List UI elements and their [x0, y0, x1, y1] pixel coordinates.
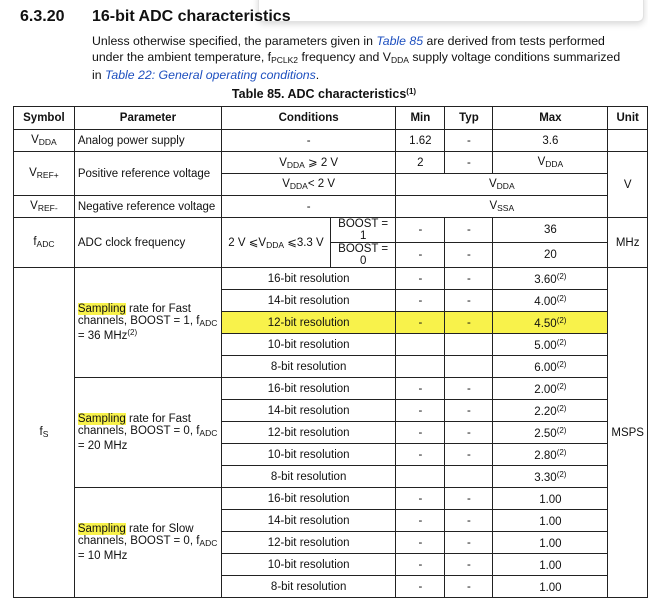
typ-cell: [445, 356, 493, 378]
typ-cell: -: [445, 532, 493, 554]
typ-cell: -: [445, 510, 493, 532]
min-cell: [396, 356, 445, 378]
symbol-cell: $f_{ADC}$: [14, 218, 75, 268]
max-cell: 1.00: [493, 554, 608, 576]
resolution-cell: 16-bit resolution: [222, 268, 396, 290]
conditions-cell: $V_{DDA}< 2$ V: [222, 174, 396, 196]
parameter-cell: Sampling rate for Fast channels, BOOST = 0, $f_{ADC} = 20$ MHz: [74, 378, 221, 488]
adc-characteristics-table: [13, 106, 648, 598]
conditions-cell: 2 V $⩽V_{DDA}$ ⩽3.3 V: [222, 218, 331, 268]
typ-cell: -: [445, 400, 493, 422]
max-cell: 1.00: [493, 576, 608, 598]
typ-cell: -: [445, 488, 493, 510]
table-row: [14, 488, 648, 510]
symbol-cell: $V_{REF+}$: [14, 152, 75, 196]
table-85-link[interactable]: Table 85: [376, 34, 424, 48]
min-cell: -: [396, 218, 445, 243]
parameter-cell: Sampling rate for Fast channels, BOOST = 1, $f_{ADC} = 36$ MHz$^{(2)}$: [74, 268, 221, 378]
min-cell: -: [396, 576, 445, 598]
sampling-rate-section: [14, 268, 648, 598]
table-row: [14, 196, 648, 218]
header-row: [14, 107, 648, 130]
overlay-popup: [258, 0, 644, 22]
max-cell: 5.00$^{(2)}$: [493, 334, 608, 356]
max-cell: 20: [493, 243, 608, 268]
conditions-cell: $V_{DDA}$ ⩾ 2 V: [222, 152, 396, 174]
section-number: 6.3.20: [20, 8, 65, 25]
col-unit: Unit: [608, 107, 648, 130]
parameter-cell: Sampling rate for Slow channels, BOOST = 0, $f_{ADC} = 10$ MHz: [74, 488, 221, 598]
max-cell: 1.00: [493, 532, 608, 554]
table-row: [14, 130, 648, 152]
max-cell: 1.00: [493, 488, 608, 510]
conditions-cell: -: [222, 130, 396, 152]
symbol-cell: $V_{DDA}$: [14, 130, 75, 152]
typ-cell: -: [445, 130, 493, 152]
min-cell: 1.62: [396, 130, 445, 152]
resolution-cell: 16-bit resolution: [222, 488, 396, 510]
typ-cell: -: [445, 268, 493, 290]
col-symbol: Symbol: [14, 107, 75, 130]
min-cell: -: [396, 312, 445, 334]
max-cell: 6.00$^{(2)}$: [493, 356, 608, 378]
resolution-cell: 14-bit resolution: [222, 290, 396, 312]
max-cell: 2.80$^{(2)}$: [493, 444, 608, 466]
table-row: [14, 378, 648, 400]
resolution-cell: 10-bit resolution: [222, 554, 396, 576]
max-cell: 3.6: [493, 130, 608, 152]
min-cell: -: [396, 378, 445, 400]
unit-cell: [608, 130, 648, 152]
highlighted-word: Sampling: [77, 413, 126, 425]
resolution-cell: 10-bit resolution: [222, 444, 396, 466]
highlighted-word: Sampling: [77, 523, 126, 535]
resolution-cell: 12-bit resolution: [222, 422, 396, 444]
section-title: 16-bit ADC characteristics: [92, 8, 291, 22]
typ-cell: -: [445, 243, 493, 268]
parameter-cell: ADC clock frequency: [74, 218, 221, 268]
col-min: Min: [396, 107, 445, 130]
parameter-cell: Negative reference voltage: [74, 196, 221, 218]
max-cell: 4.50$^{(2)}$: [493, 312, 608, 334]
typ-cell: $V_{DDA}$: [396, 174, 608, 196]
table-caption: Table 85. ADC characteristics$^{(1)}$: [231, 87, 417, 101]
max-cell: 2.00$^{(2)}$: [493, 378, 608, 400]
max-cell: 4.00$^{(2)}$: [493, 290, 608, 312]
symbol-cell: $V_{REF-}$: [14, 196, 75, 218]
unit-cell: MHz: [608, 218, 648, 268]
resolution-cell: 14-bit resolution: [222, 400, 396, 422]
max-cell: 3.30$^{(2)}$: [493, 466, 608, 488]
max-cell: 2.50$^{(2)}$: [493, 422, 608, 444]
symbol-cell: $f_S$: [14, 268, 75, 598]
resolution-cell: 8-bit resolution: [222, 356, 396, 378]
typ-cell: $V_{SSA}$: [396, 196, 608, 218]
conditions-cell: -: [222, 196, 396, 218]
min-cell: -: [396, 532, 445, 554]
unit-cell: V: [608, 152, 648, 218]
max-cell: $V_{DDA}$: [493, 152, 608, 174]
parameter-cell: Analog power supply: [74, 130, 221, 152]
boost-cell: BOOST = 1: [331, 218, 396, 243]
boost-cell: BOOST = 0: [331, 243, 396, 268]
table-row: [14, 268, 648, 290]
intro-paragraph: Unless otherwise specified, the parameters given in Table 85 are derived from tests performed under the ambient temperature, $f_{PCLK2}$ frequency and $V_{DDA}$ supply voltage conditions summarized in Table 22: General operating conditions.: [92, 34, 621, 82]
typ-cell: -: [445, 444, 493, 466]
typ-cell: -: [445, 422, 493, 444]
resolution-cell: 16-bit resolution: [222, 378, 396, 400]
min-cell: -: [396, 488, 445, 510]
typ-cell: -: [445, 312, 493, 334]
min-cell: -: [396, 510, 445, 532]
typ-cell: -: [445, 218, 493, 243]
parameter-cell: Positive reference voltage: [74, 152, 221, 196]
typ-cell: [445, 466, 493, 488]
max-cell: 2.20$^{(2)}$: [493, 400, 608, 422]
col-parameter: Parameter: [74, 107, 221, 130]
min-cell: [396, 334, 445, 356]
resolution-cell: 12-bit resolution: [222, 532, 396, 554]
highlighted-word: Sampling: [77, 303, 126, 315]
table-row: [14, 218, 648, 243]
typ-cell: -: [445, 290, 493, 312]
min-cell: -: [396, 444, 445, 466]
typ-cell: -: [445, 554, 493, 576]
max-cell: 1.00: [493, 510, 608, 532]
col-typ: Typ: [445, 107, 493, 130]
resolution-cell: 12-bit resolution: [222, 312, 396, 334]
table-row: [14, 152, 648, 174]
min-cell: -: [396, 243, 445, 268]
typ-cell: -: [445, 152, 493, 174]
min-cell: -: [396, 422, 445, 444]
col-max: Max: [493, 107, 608, 130]
resolution-cell: 8-bit resolution: [222, 466, 396, 488]
typ-cell: -: [445, 576, 493, 598]
min-cell: -: [396, 554, 445, 576]
typ-cell: [445, 334, 493, 356]
min-cell: 2: [396, 152, 445, 174]
resolution-cell: 8-bit resolution: [222, 576, 396, 598]
max-cell: 3.60$^{(2)}$: [493, 268, 608, 290]
typ-cell: -: [445, 378, 493, 400]
max-cell: 36: [493, 218, 608, 243]
unit-cell: MSPS: [608, 268, 648, 598]
min-cell: -: [396, 400, 445, 422]
col-conditions: Conditions: [222, 107, 396, 130]
table-22-link[interactable]: Table 22: General operating conditions: [105, 68, 316, 82]
resolution-cell: 10-bit resolution: [222, 334, 396, 356]
min-cell: [396, 466, 445, 488]
min-cell: -: [396, 290, 445, 312]
resolution-cell: 14-bit resolution: [222, 510, 396, 532]
min-cell: -: [396, 268, 445, 290]
